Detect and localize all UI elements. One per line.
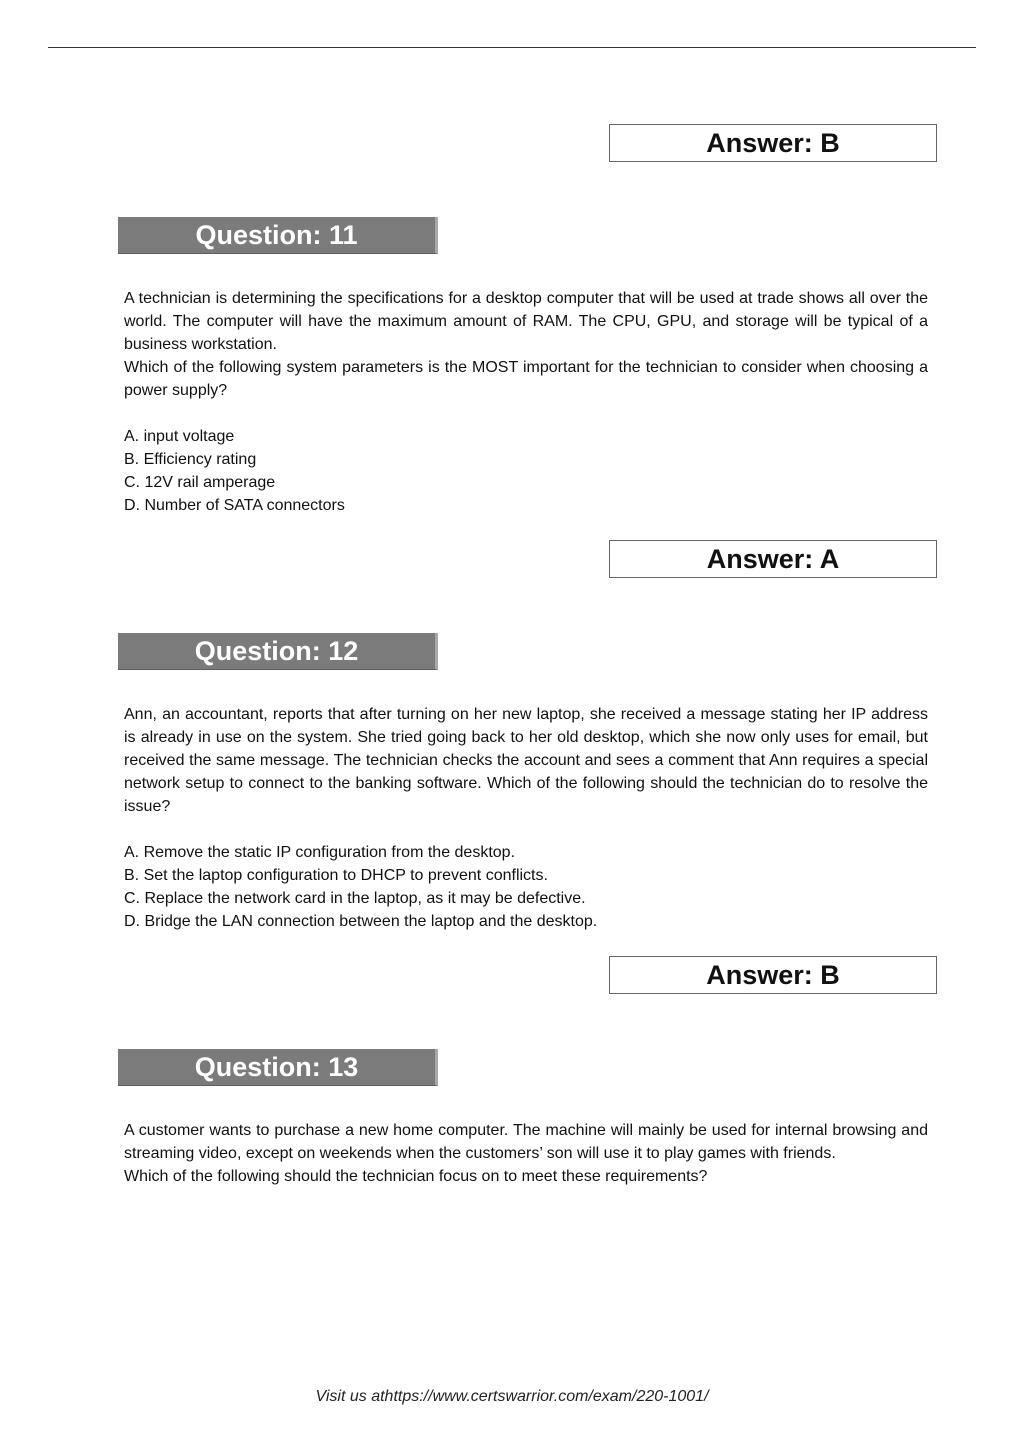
answer-box-10: Answer: B [609, 124, 937, 162]
option-b: B. Set the laptop configuration to DHCP to prevent conflicts. [124, 867, 548, 884]
question-13-header: Question: 13 [118, 1049, 438, 1086]
option-d: D. Bridge the LAN connection between the laptop and the desktop. [124, 913, 598, 930]
question-11-paragraph: A technician is determining the specifications for a desktop computer that will be used at trade shows all over the world. The computer will have the maximum amount of RAM. The CPU, GPU, and storage will be typical of a business workstation. [124, 290, 928, 353]
question-12-paragraph: Ann, an accountant, reports that after turning on her new laptop, she received a message stating her IP address is already in use on the system. She tried going back to her old desktop, which she now only uses for email, but received the same message. The technician checks the account and sees a comment that Ann requires a special network setup to connect to the banking software. Which of the following should the technician do to resolve the issue? [124, 706, 928, 815]
question-11-header: Question: 11 [118, 217, 438, 254]
option-b: B. Efficiency rating [124, 451, 257, 468]
answer-box-11: Answer: A [609, 540, 937, 578]
question-11-paragraph: Which of the following system parameters is the MOST important for the technician to consider when choosing a power supply? [124, 359, 928, 399]
option-d: D. Number of SATA connectors [124, 497, 345, 514]
question-12-text [124, 703, 928, 818]
option-a: A. input voltage [124, 428, 235, 445]
question-13-paragraph: A customer wants to purchase a new home computer. The machine will mainly be used for internal browsing and streaming video, except on weekends when the customers’ son will use it to play games with friends. [124, 1122, 928, 1162]
question-13-text [124, 1119, 928, 1188]
option-c: C. 12V rail amperage [124, 474, 276, 491]
question-11-options [124, 425, 928, 517]
question-13-paragraph: Which of the following should the technician focus on to meet these requirements? [124, 1168, 708, 1185]
answer-box-12: Answer: B [609, 956, 937, 994]
top-divider [48, 47, 976, 48]
option-a: A. Remove the static IP configuration from the desktop. [124, 844, 516, 861]
question-12-header: Question: 12 [118, 633, 438, 670]
option-c: C. Replace the network card in the laptop, as it may be defective. [124, 890, 586, 907]
footer-link[interactable]: Visit us athttps://www.certswarrior.com/exam/220-1001/ [315, 1388, 709, 1405]
question-12-options [124, 841, 928, 933]
question-11-text [124, 287, 928, 402]
